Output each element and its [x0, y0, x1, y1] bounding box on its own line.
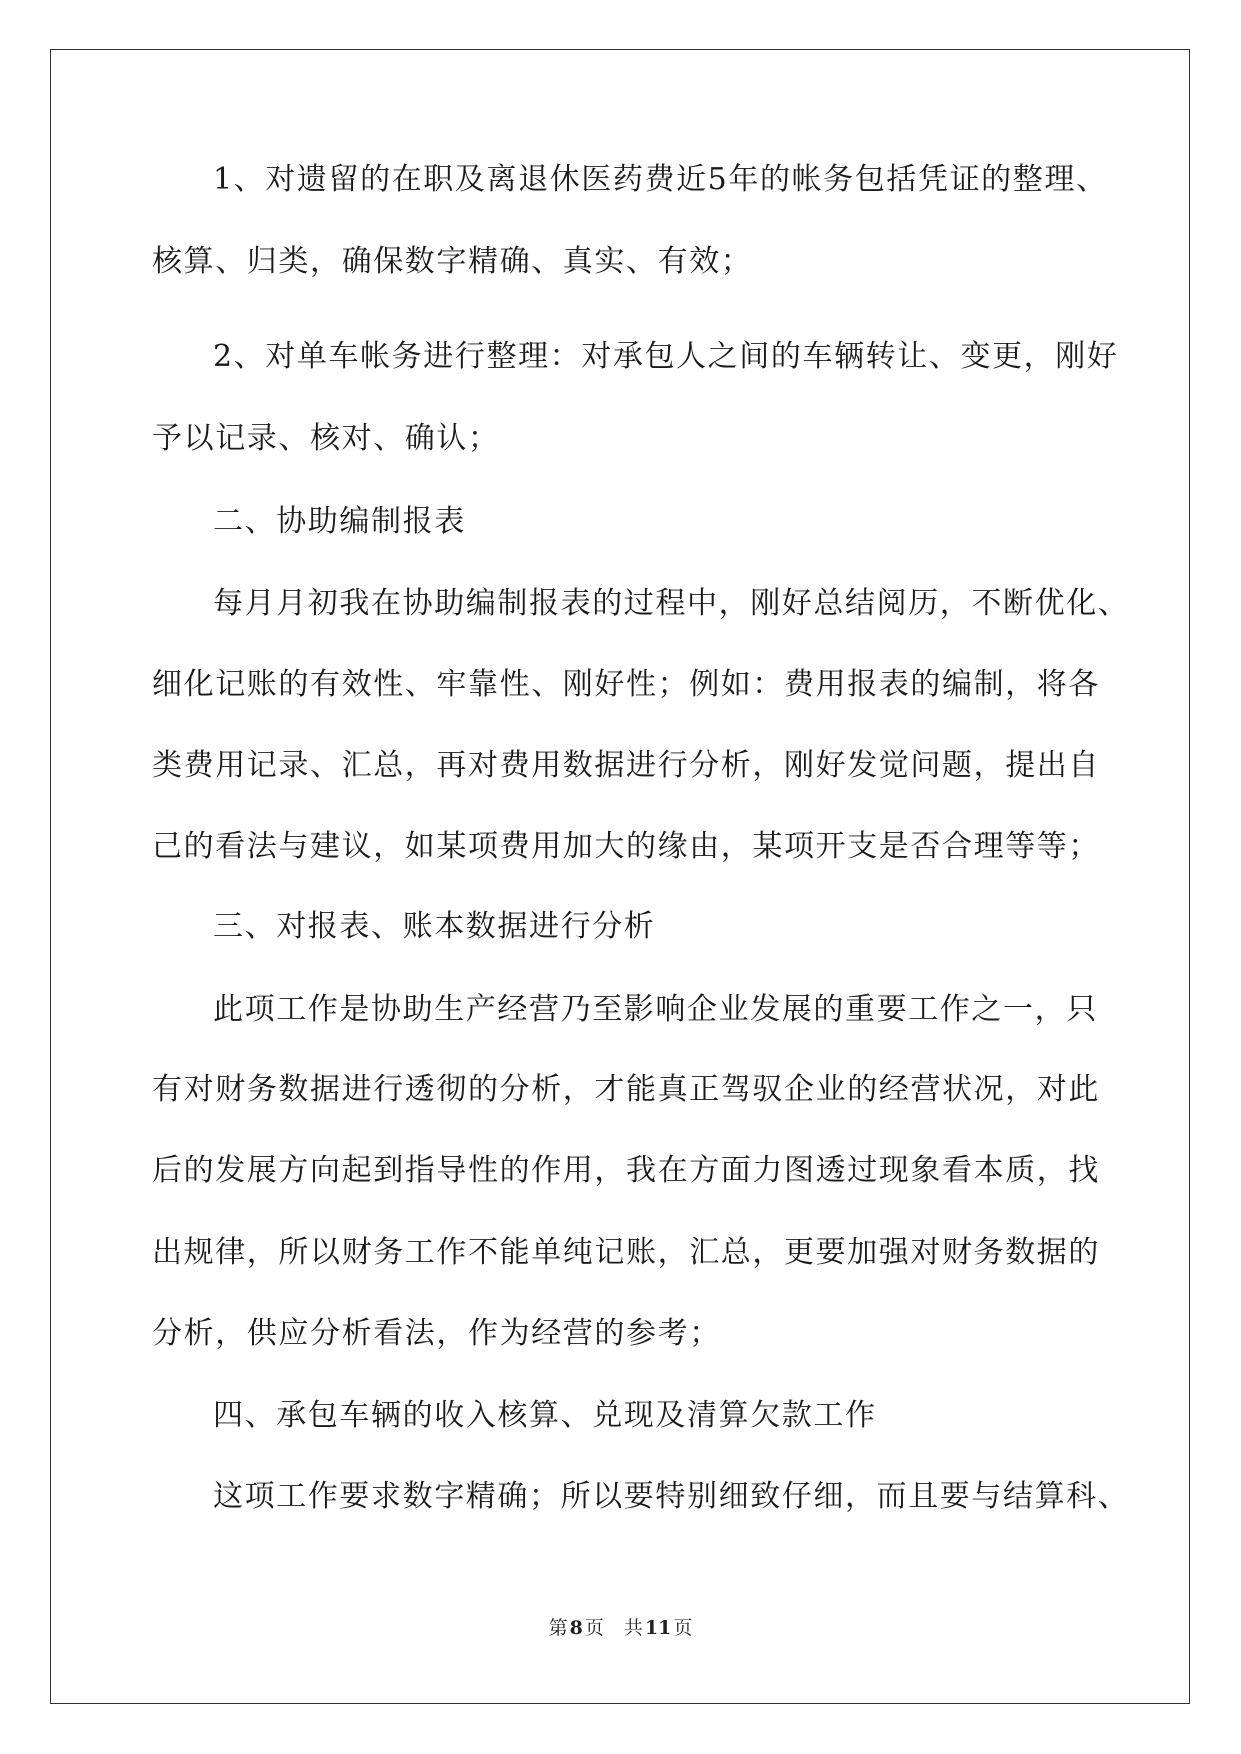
text-line: 分析，供应分析看法，作为经营的参考；	[152, 1316, 721, 1351]
total-prefix: 共	[623, 1617, 643, 1639]
text-line: 后的发展方向起到指导性的作用，我在方面力图透过现象看本质，找	[152, 1153, 1100, 1188]
page-suffix: 页	[584, 1617, 604, 1639]
text-line: 予以记录、核对、确认；	[152, 421, 500, 456]
text-line: 每月月初我在协助编制报表的过程中，刚好总结阅历，不断优化、	[213, 586, 1130, 621]
section-heading: 三、对报表、账本数据进行分析	[213, 909, 656, 944]
page-footer	[0, 1616, 1241, 1640]
text-line: 出规律，所以财务工作不能单纯记账，汇总，更要加强对财务数据的	[152, 1235, 1100, 1270]
text-line: 1、对遗留的在职及离退休医药费近5年的帐务包括凭证的整理、	[213, 162, 1108, 197]
page-number: 8	[569, 1617, 583, 1639]
page-border	[50, 49, 1190, 1704]
text-line: 有对财务数据进行透彻的分析，才能真正驾驭企业的经营状况，对此	[152, 1072, 1100, 1107]
text-line: 细化记账的有效性、牢靠性、刚好性；例如：费用报表的编制，将各	[152, 667, 1100, 702]
text-line: 核算、归类，确保数字精确、真实、有效；	[152, 244, 753, 279]
text-line: 这项工作要求数字精确；所以要特别细致仔细，而且要与结算科、	[213, 1479, 1130, 1514]
page-prefix: 第	[548, 1617, 568, 1639]
total-suffix: 页	[673, 1617, 693, 1639]
text-line: 己的看法与建议，如某项费用加大的缘由，某项开支是否合理等等；	[152, 829, 1100, 864]
total-pages: 11	[644, 1617, 672, 1639]
text-line: 2、对单车帐务进行整理：对承包人之间的车辆转让、变更，刚好	[213, 339, 1119, 374]
section-heading: 二、协助编制报表	[213, 504, 466, 539]
section-heading: 四、承包车辆的收入核算、兑现及清算欠款工作	[213, 1398, 877, 1433]
text-line: 类费用记录、汇总，再对费用数据进行分析，刚好发觉问题，提出自	[152, 748, 1100, 783]
text-line: 此项工作是协助生产经营乃至影响企业发展的重要工作之一，只	[213, 992, 1098, 1027]
